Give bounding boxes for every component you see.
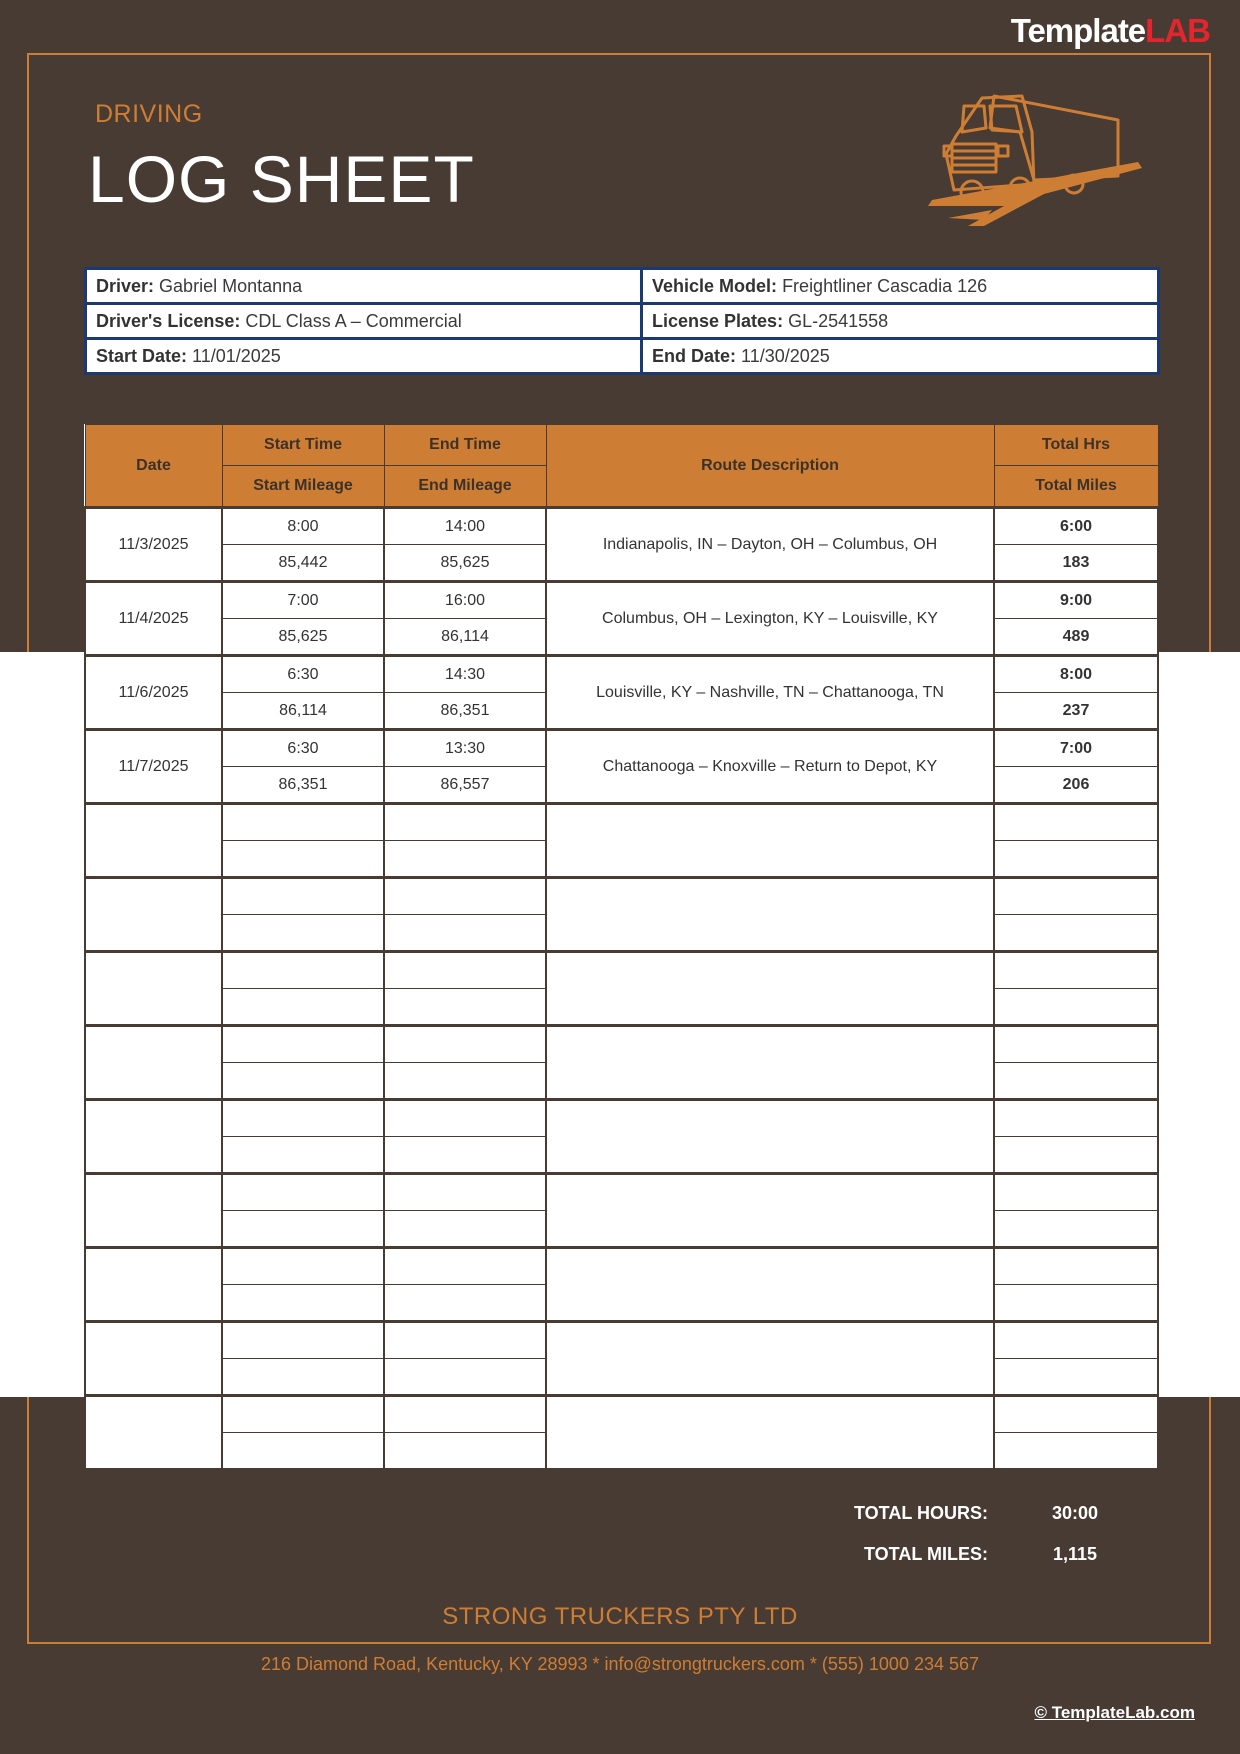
- truck-icon: [924, 88, 1144, 228]
- log-entry-time-row: [85, 1100, 1158, 1137]
- entry-end-time: [384, 1174, 546, 1211]
- entry-end-mileage: [384, 989, 546, 1026]
- entry-end-mileage: 86,351: [384, 693, 546, 730]
- log-entry: [85, 1322, 1158, 1396]
- header-total-hrs: Total Hrs: [994, 425, 1158, 466]
- entry-date: 11/6/2025: [85, 656, 222, 730]
- entry-total-miles: [994, 1063, 1158, 1100]
- log-entry-time-row: [85, 1396, 1158, 1433]
- entry-start-time: [222, 1396, 384, 1433]
- entry-route: Chattanooga – Knoxville – Return to Depot, KY: [546, 730, 994, 804]
- entry-start-mileage: [222, 1359, 384, 1396]
- log-entry: [85, 508, 1158, 582]
- entry-total-miles: [994, 1211, 1158, 1248]
- log-entry-time-row: [85, 1174, 1158, 1211]
- driving-log-table: [84, 424, 1159, 1471]
- entry-total-hrs: 8:00: [994, 656, 1158, 693]
- entry-end-mileage: [384, 1211, 546, 1248]
- entry-route: [546, 878, 994, 952]
- entry-end-time: 16:00: [384, 582, 546, 619]
- entry-start-time: [222, 878, 384, 915]
- entry-date: [85, 1174, 222, 1248]
- header-start-mileage: Start Mileage: [222, 466, 384, 508]
- entry-route: [546, 1174, 994, 1248]
- driver-cell: [86, 269, 642, 304]
- total-miles-value: 1,115: [1052, 1544, 1098, 1564]
- total-hours-value: 30:00: [1051, 1503, 1099, 1523]
- entry-start-time: [222, 804, 384, 841]
- log-entry-time-row: [85, 1248, 1158, 1285]
- entry-total-hrs: [994, 1248, 1158, 1285]
- log-entry-time-row: [85, 878, 1158, 915]
- entry-end-mileage: 86,114: [384, 619, 546, 656]
- entry-end-mileage: [384, 1433, 546, 1470]
- entry-end-mileage: [384, 1137, 546, 1174]
- drivers-license-label: Driver's License:: [96, 310, 241, 331]
- log-entry: [85, 1248, 1158, 1322]
- license-plates-cell: [642, 304, 1159, 339]
- entry-route: Indianapolis, IN – Dayton, OH – Columbus, OH: [546, 508, 994, 582]
- entry-total-hrs: 9:00: [994, 582, 1158, 619]
- entry-start-mileage: [222, 1137, 384, 1174]
- entry-end-mileage: [384, 1359, 546, 1396]
- entry-total-miles: 206: [994, 767, 1158, 804]
- log-entry-time-row: [85, 952, 1158, 989]
- log-entry: [85, 582, 1158, 656]
- drivers-license-value: CDL Class A – Commercial: [245, 310, 462, 331]
- entry-total-miles: [994, 1137, 1158, 1174]
- entry-total-miles: [994, 915, 1158, 952]
- header-end-time: End Time: [384, 425, 546, 466]
- log-entry: [85, 1026, 1158, 1100]
- header-date: Date: [85, 425, 222, 508]
- log-entry: [85, 730, 1158, 804]
- entry-end-time: [384, 1248, 546, 1285]
- vehicle-model-cell: [642, 269, 1159, 304]
- driver-info-table: [84, 267, 1160, 375]
- log-table-header: [85, 425, 1158, 508]
- vehicle-model-value: Freightliner Cascadia 126: [782, 275, 988, 296]
- log-entry: [85, 804, 1158, 878]
- company-name: STRONG TRUCKERS PTY LTD: [442, 1603, 798, 1630]
- entry-total-miles: [994, 1433, 1158, 1470]
- entry-date: [85, 1026, 222, 1100]
- templatelab-logo: [1011, 12, 1210, 50]
- entry-start-mileage: [222, 1285, 384, 1322]
- logo-text-template: Template: [1010, 12, 1146, 49]
- entry-end-time: 14:30: [384, 656, 546, 693]
- log-entry-time-row: [85, 1026, 1158, 1063]
- entry-start-mileage: [222, 989, 384, 1026]
- entry-route: Columbus, OH – Lexington, KY – Louisville, KY: [546, 582, 994, 656]
- log-entry: [85, 1100, 1158, 1174]
- log-entry-time-row: [85, 804, 1158, 841]
- total-miles-label: TOTAL MILES:: [864, 1544, 988, 1564]
- entry-start-time: [222, 1322, 384, 1359]
- entry-route: [546, 1322, 994, 1396]
- entry-end-time: [384, 1396, 546, 1433]
- license-plates-label: License Plates:: [652, 310, 784, 331]
- entry-end-time: 14:00: [384, 508, 546, 545]
- document-title: LOG SHEET: [88, 142, 475, 216]
- entry-start-time: [222, 1248, 384, 1285]
- entry-start-mileage: 86,351: [222, 767, 384, 804]
- entry-route: [546, 952, 994, 1026]
- log-entry: [85, 1174, 1158, 1248]
- entry-end-mileage: [384, 1285, 546, 1322]
- entry-total-hrs: [994, 1026, 1158, 1063]
- entry-date: [85, 1248, 222, 1322]
- entry-end-mileage: 85,625: [384, 545, 546, 582]
- entry-start-mileage: [222, 915, 384, 952]
- entry-start-time: 6:30: [222, 730, 384, 767]
- entry-start-time: 7:00: [222, 582, 384, 619]
- entry-total-hrs: [994, 804, 1158, 841]
- log-entry-time-row: [85, 1322, 1158, 1359]
- entry-date: 11/3/2025: [85, 508, 222, 582]
- log-entry-time-row: [85, 656, 1158, 693]
- start-date-value: 11/01/2025: [192, 345, 281, 366]
- driver-value: Gabriel Montanna: [159, 275, 303, 296]
- copyright-link[interactable]: © TemplateLab.com: [1034, 1703, 1195, 1722]
- entry-end-time: [384, 804, 546, 841]
- entry-total-hrs: 6:00: [994, 508, 1158, 545]
- log-entry: [85, 952, 1158, 1026]
- drivers-license-cell: [86, 304, 642, 339]
- entry-end-time: [384, 1322, 546, 1359]
- vehicle-model-label: Vehicle Model:: [652, 275, 778, 296]
- start-date-cell: [86, 339, 642, 374]
- end-date-value: 11/30/2025: [741, 345, 830, 366]
- entry-total-miles: [994, 989, 1158, 1026]
- entry-route: [546, 1100, 994, 1174]
- entry-date: [85, 1396, 222, 1470]
- entry-total-hrs: [994, 952, 1158, 989]
- entry-date: [85, 804, 222, 878]
- entry-date: [85, 1322, 222, 1396]
- entry-route: [546, 1396, 994, 1470]
- entry-start-mileage: [222, 1063, 384, 1100]
- entry-end-mileage: [384, 841, 546, 878]
- entry-total-miles: 489: [994, 619, 1158, 656]
- header-route-description: Route Description: [546, 425, 994, 508]
- entry-end-time: [384, 1100, 546, 1137]
- entry-total-hrs: 7:00: [994, 730, 1158, 767]
- entry-date: [85, 878, 222, 952]
- entry-start-mileage: 86,114: [222, 693, 384, 730]
- start-date-label: Start Date:: [96, 345, 188, 366]
- header-start-time: Start Time: [222, 425, 384, 466]
- entry-end-mileage: 86,557: [384, 767, 546, 804]
- entry-total-hrs: [994, 1174, 1158, 1211]
- entry-total-hrs: [994, 1396, 1158, 1433]
- entry-start-time: [222, 1174, 384, 1211]
- entry-start-mileage: [222, 1433, 384, 1470]
- entry-total-miles: 237: [994, 693, 1158, 730]
- entry-start-time: 8:00: [222, 508, 384, 545]
- log-entry: [85, 1396, 1158, 1470]
- header-total-miles: Total Miles: [994, 466, 1158, 508]
- logo-text-lab: LAB: [1145, 12, 1210, 49]
- license-plates-value: GL-2541558: [788, 310, 889, 331]
- company-contact: 216 Diamond Road, Kentucky, KY 28993 * info@strongtruckers.com * (555) 1000 234 567: [260, 1654, 980, 1674]
- entry-end-time: [384, 952, 546, 989]
- total-hours-label: TOTAL HOURS:: [854, 1503, 988, 1523]
- entry-total-hrs: [994, 878, 1158, 915]
- entry-start-mileage: [222, 1211, 384, 1248]
- entry-total-miles: [994, 1359, 1158, 1396]
- entry-total-hrs: [994, 1100, 1158, 1137]
- entry-total-miles: [994, 1285, 1158, 1322]
- entry-end-time: [384, 1026, 546, 1063]
- entry-start-time: [222, 1026, 384, 1063]
- entry-total-hrs: [994, 1322, 1158, 1359]
- log-entry-time-row: [85, 508, 1158, 545]
- entry-start-time: 6:30: [222, 656, 384, 693]
- entry-end-time: 13:30: [384, 730, 546, 767]
- header-end-mileage: End Mileage: [384, 466, 546, 508]
- end-date-cell: [642, 339, 1159, 374]
- end-date-label: End Date:: [652, 345, 737, 366]
- entry-date: 11/7/2025: [85, 730, 222, 804]
- entry-start-mileage: 85,442: [222, 545, 384, 582]
- driver-label: Driver:: [96, 275, 155, 296]
- entry-end-mileage: [384, 1063, 546, 1100]
- entry-start-time: [222, 952, 384, 989]
- entry-route: [546, 1026, 994, 1100]
- entry-date: [85, 1100, 222, 1174]
- entry-start-time: [222, 1100, 384, 1137]
- entry-date: 11/4/2025: [85, 582, 222, 656]
- entry-date: [85, 952, 222, 1026]
- log-entry-time-row: [85, 582, 1158, 619]
- entry-start-mileage: [222, 841, 384, 878]
- entry-total-miles: 183: [994, 545, 1158, 582]
- entry-route: [546, 804, 994, 878]
- document-kicker: DRIVING: [95, 100, 203, 128]
- log-entry: [85, 878, 1158, 952]
- entry-route: [546, 1248, 994, 1322]
- entry-end-mileage: [384, 915, 546, 952]
- entry-end-time: [384, 878, 546, 915]
- entry-total-miles: [994, 841, 1158, 878]
- log-entry-time-row: [85, 730, 1158, 767]
- entry-route: Louisville, KY – Nashville, TN – Chattanooga, TN: [546, 656, 994, 730]
- log-entry: [85, 656, 1158, 730]
- entry-start-mileage: 85,625: [222, 619, 384, 656]
